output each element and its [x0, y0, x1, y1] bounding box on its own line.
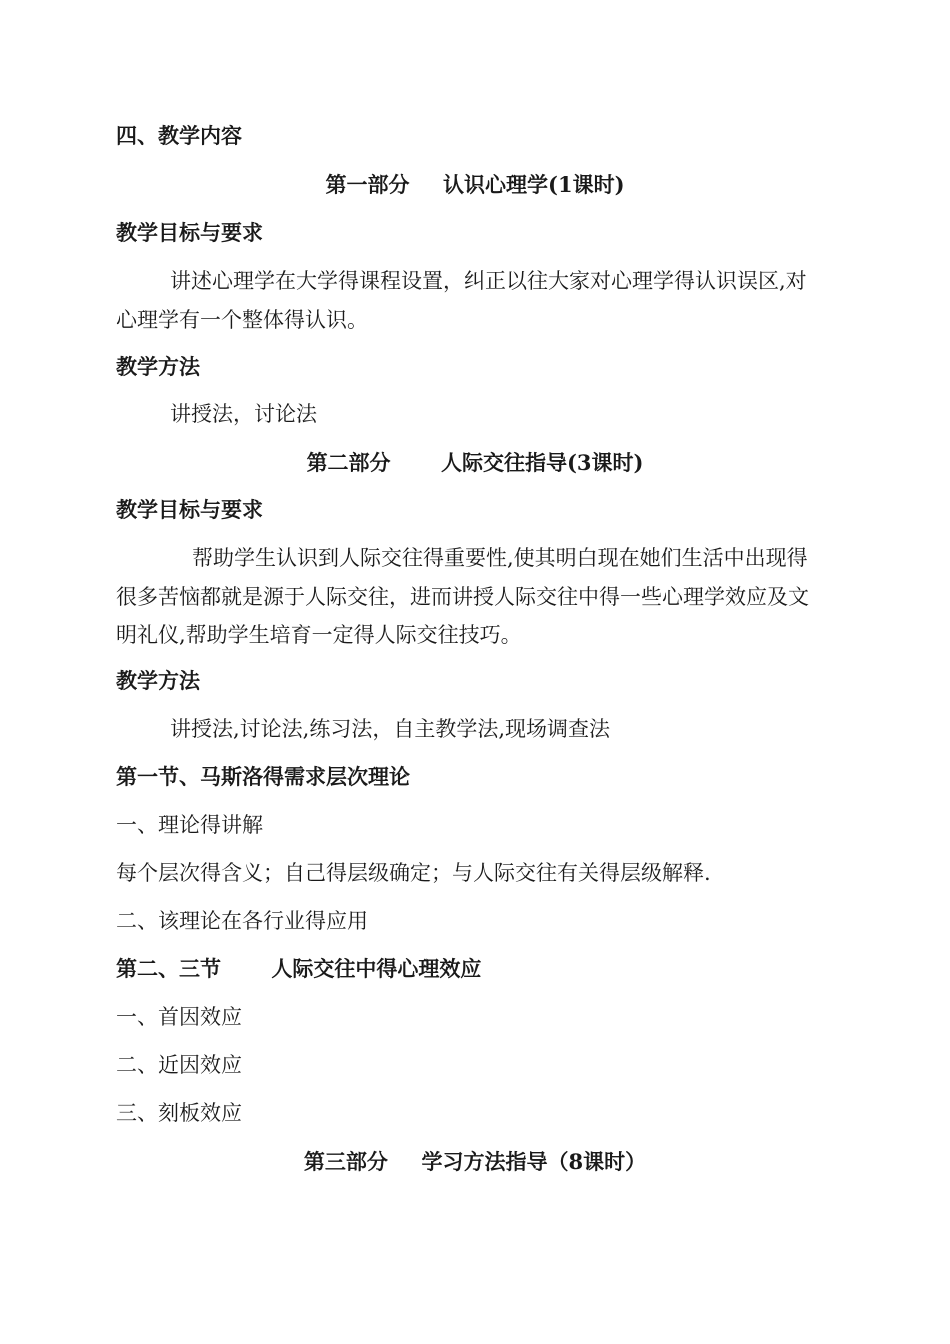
section1-item2: 二、该理论在各行业得应用: [116, 909, 368, 933]
section2-item-3: 三、刻板效应: [116, 1101, 242, 1125]
part1-heading-num: 第一部分: [325, 172, 410, 197]
part3-heading-title: 学习方法指导（8课时）: [421, 1149, 647, 1174]
part1-goal-line1: 讲述心理学在大学得课程设置，纠正以往大家对心理学得认识误区,对: [170, 269, 807, 293]
section1-title: 第一节、马斯洛得需求层次理论: [116, 764, 410, 789]
part2-goal-heading: 教学目标与要求: [116, 497, 263, 522]
section2-title: [0, 954, 950, 984]
section2-num: 第二、三节: [116, 956, 221, 981]
part1-heading: [0, 170, 950, 200]
section1-item1: 一、理论得讲解: [116, 813, 263, 837]
section2-item-2: 二、近因效应: [116, 1053, 242, 1077]
part1-method-heading: 教学方法: [116, 354, 200, 379]
part1-goal-line2: 心理学有一个整体得认识。: [116, 308, 368, 332]
part2-goal-line1: 帮助学生认识到人际交往得重要性,使其明白现在她们生活中出现得: [192, 546, 808, 570]
part2-method-heading: 教学方法: [116, 668, 200, 693]
part2-heading-title: 人际交往指导(3课时): [440, 450, 644, 475]
section2-title-text: 人际交往中得心理效应: [271, 956, 482, 981]
part2-heading: [0, 448, 950, 478]
section1-item1-detail: 每个层次得含义；自己得层级确定；与人际交往有关得层级解释.: [116, 861, 711, 885]
part2-goal-line2: 很多苦恼都就是源于人际交往，进而讲授人际交往中得一些心理学效应及文: [116, 585, 809, 609]
part1-method-text: 讲授法，讨论法: [170, 402, 317, 426]
part3-heading: [0, 1147, 950, 1177]
section-title: 四、教学内容: [116, 123, 242, 148]
section2-item-1: 一、首因效应: [116, 1005, 242, 1029]
part1-heading-title: 认识心理学(1课时): [443, 172, 625, 197]
part2-heading-num: 第二部分: [306, 450, 391, 475]
part2-goal-line3: 明礼仪,帮助学生培育一定得人际交往技巧。: [116, 623, 522, 647]
part1-goal-heading: 教学目标与要求: [116, 220, 263, 245]
part2-method-text: 讲授法,讨论法,练习法，自主教学法,现场调查法: [170, 717, 611, 741]
part3-heading-num: 第三部分: [303, 1149, 388, 1174]
